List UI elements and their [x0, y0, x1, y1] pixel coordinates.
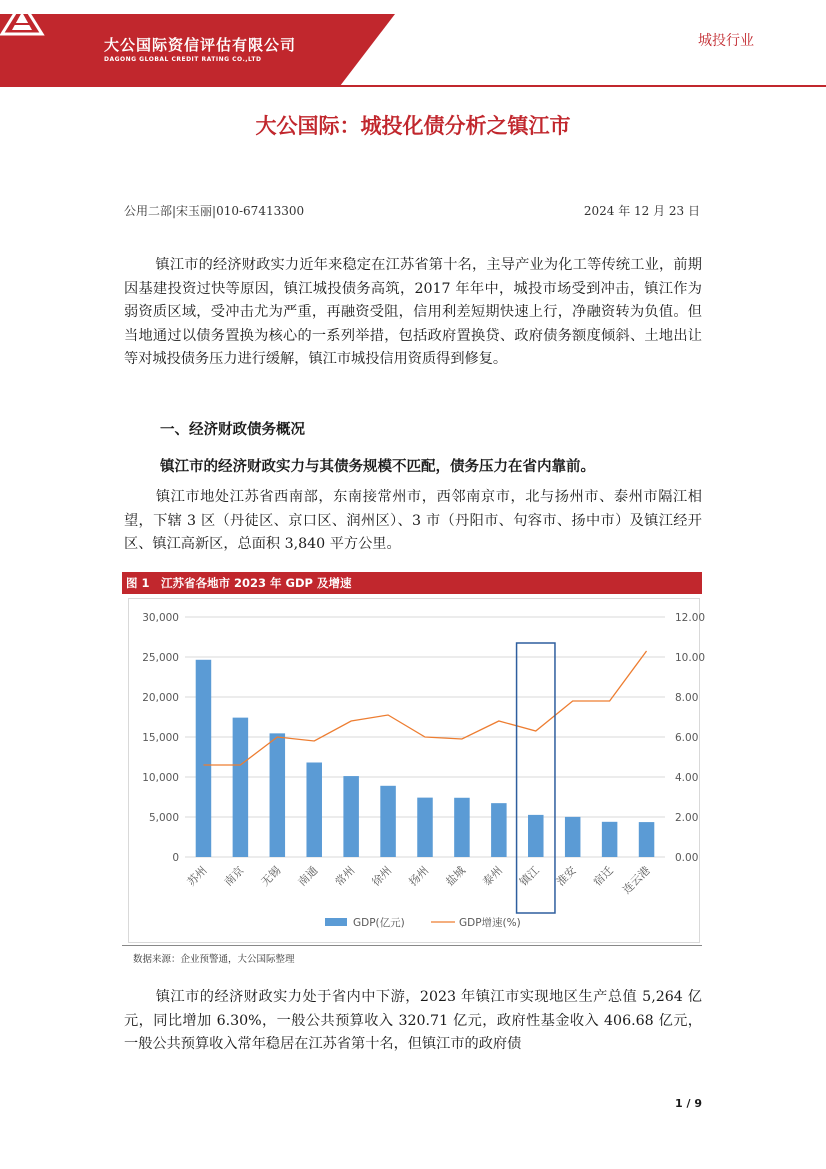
y-left-tick-label: 15,000 — [142, 732, 179, 744]
x-tick-label: 镇江 — [517, 863, 542, 889]
economy-paragraph: 镇江市的经济财政实力处于省内中下游，2023 年镇江市实现地区生产总值 5,264 亿元，同比增加 6.30%，一般公共预算收入 320.71 亿元，政府性基金收入 406.68 亿元，一般公共预算收入常年稳居在江苏省第十名，但镇江市的政府债 — [124, 989, 702, 1052]
gdp-bar — [380, 786, 396, 857]
gdp-bar — [454, 798, 470, 857]
legend-label-growth: GDP增速(%) — [459, 917, 521, 929]
intro-paragraph: 镇江市的经济财政实力近年来稳定在江苏省第十名，主导产业为化工等传统工业，前期因基建投资过快等原因，镇江城投债务高筑，2017 年年中，城投市场受到冲击，镇江作为弱资质区域，受冲击尤为严重，再融资受阻，信用利差短期快速上行，净融资转为负值。但当地通过以债务置换为核心的一系列举措，包括政府置换贷、政府债务额度倾斜、土地出让等对城投债务压力进行缓解，镇江市城投信用资质得到修复。 — [124, 257, 702, 367]
gdp-bar — [270, 733, 286, 857]
legend-swatch-gdp — [325, 918, 347, 926]
gdp-bar — [528, 815, 544, 857]
y-left-tick-label: 25,000 — [142, 652, 179, 664]
section-tag: 城投行业 — [698, 33, 754, 49]
sub-heading: 镇江市的经济财政实力与其债务规模不匹配，债务压力在省内靠前。 — [160, 459, 595, 475]
gdp-chart-svg — [129, 599, 706, 942]
gdp-bar — [196, 660, 212, 857]
x-tick-label: 常州 — [332, 863, 358, 889]
y-right-tick-label: 0.00 — [675, 852, 699, 864]
region-paragraph: 镇江市地处江苏省西南部，东南接常州市，西邻南京市，北与扬州市、泰州市隔江相望，下辖 3 区（丹徒区、京口区、润州区）、3 市（丹阳市、句容市、扬中市）及镇江经开区、镇江高新区，总面积 3,840 平方公里。 — [124, 489, 702, 552]
gdp-bar — [602, 822, 618, 857]
gdp-bar — [343, 776, 359, 857]
x-tick-label: 扬州 — [406, 863, 432, 889]
y-left-tick-label: 30,000 — [142, 612, 179, 624]
gdp-bar — [417, 798, 433, 857]
y-right-tick-label: 12.00 — [675, 612, 706, 624]
section-heading: 一、经济财政债务概况 — [160, 422, 305, 438]
x-tick-label: 徐州 — [369, 863, 395, 889]
y-right-tick-label: 6.00 — [675, 732, 699, 744]
x-tick-label: 苏州 — [184, 863, 210, 889]
y-right-tick-label: 8.00 — [675, 692, 699, 704]
figure-rule — [122, 945, 702, 946]
dagong-logo-icon — [0, 0, 44, 36]
company-name-en: DAGONG GLOBAL CREDIT RATING CO.,LTD — [104, 56, 262, 63]
gdp-bar — [565, 817, 581, 857]
page-number: 1 / 9 — [675, 1097, 702, 1110]
author-line: 公用二部|宋玉丽|010-67413300 — [124, 204, 305, 218]
report-date: 2024 年 12 月 23 日 — [583, 204, 700, 218]
x-tick-label: 宿迁 — [590, 863, 616, 889]
y-left-tick-label: 10,000 — [142, 772, 179, 784]
x-tick-label: 淮安 — [554, 863, 579, 889]
x-tick-label: 南通 — [295, 863, 321, 889]
x-tick-label: 南京 — [221, 863, 247, 889]
company-name-cn: 大公国际资信评估有限公司 — [104, 36, 297, 54]
gdp-chart — [128, 598, 706, 943]
data-source-note: 数据来源：企业预警通，大公国际整理 — [133, 954, 295, 965]
x-tick-label: 泰州 — [480, 863, 505, 889]
gdp-bar — [306, 762, 322, 857]
document-title: 大公国际：城投化债分析之镇江市 — [255, 114, 571, 138]
legend-label-gdp: GDP(亿元) — [353, 917, 405, 929]
y-left-tick-label: 0 — [172, 852, 179, 864]
gdp-bar — [639, 822, 655, 857]
figure-title: 图 1 江苏省各地市 2023 年 GDP 及增速 — [126, 576, 352, 590]
y-left-tick-label: 20,000 — [142, 692, 179, 704]
y-right-tick-label: 4.00 — [675, 772, 699, 784]
y-right-tick-label: 10.00 — [675, 652, 706, 664]
y-left-tick-label: 5,000 — [148, 812, 179, 824]
gdp-bar — [491, 803, 507, 857]
report-header — [0, 0, 826, 86]
x-tick-label: 盐城 — [443, 863, 469, 889]
x-tick-label: 无锡 — [258, 863, 284, 889]
y-right-tick-label: 2.00 — [675, 812, 699, 824]
gdp-bar — [233, 718, 249, 857]
x-tick-label: 连云港 — [620, 863, 653, 897]
figure-title-bar — [122, 572, 702, 594]
